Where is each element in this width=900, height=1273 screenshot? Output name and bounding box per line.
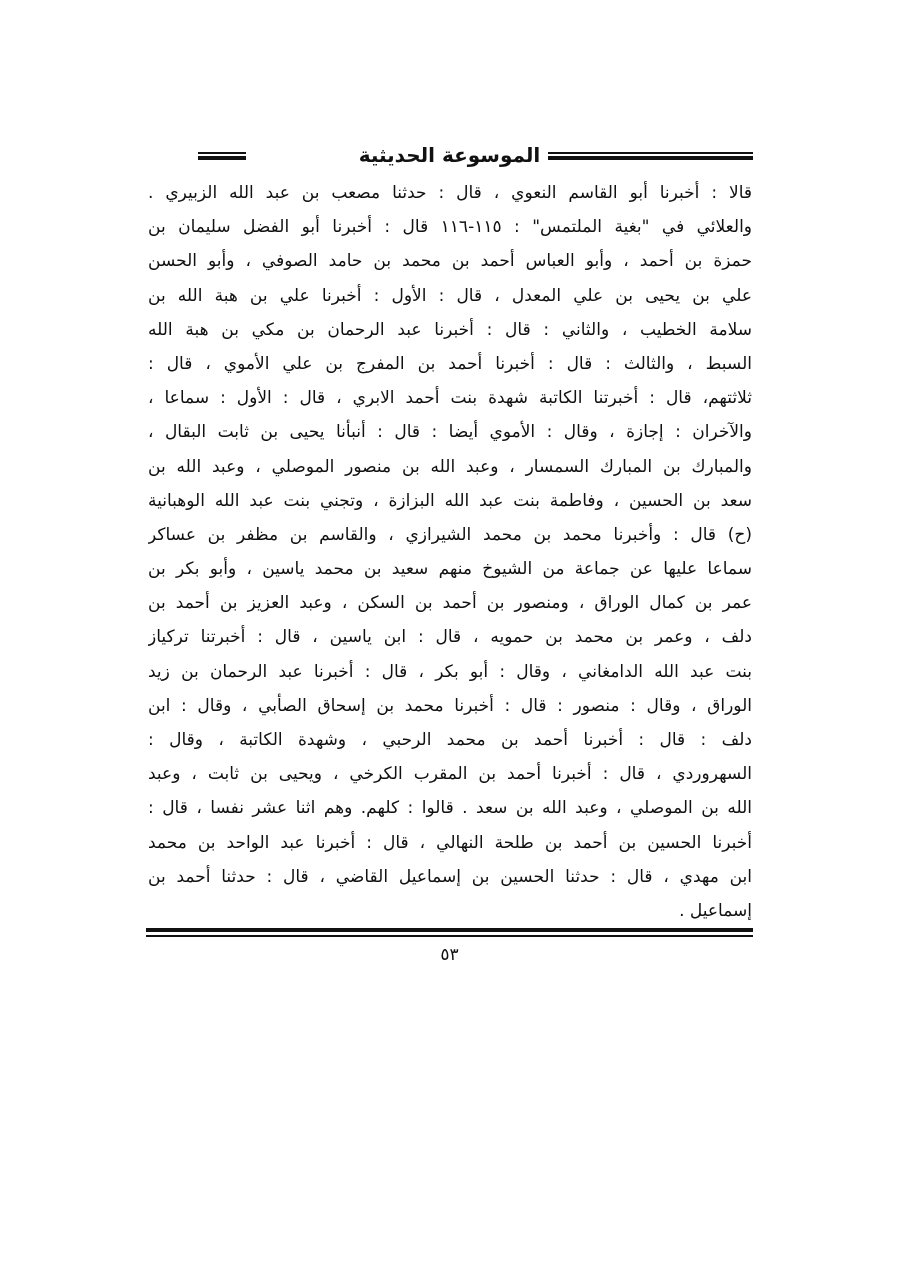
text-line: السبط ، والثالث : قال : أخبرنا أحمد بن المفرج بن علي الأموي ، قال : <box>148 353 752 374</box>
text-line: الوراق ، وقال : منصور : قال : أخبرنا محمد بن إسحاق الصأبي ، وقال : ابن <box>148 695 752 716</box>
page-header <box>146 140 753 174</box>
main-text <box>148 176 752 928</box>
text-line: (ح) قال : وأخبرنا محمد بن محمد الشيرازي ، والقاسم بن مظفر بن عساكر <box>148 524 752 545</box>
header-title: الموسوعة الحديثية <box>351 143 549 167</box>
text-line: ابن مهدي ، قال : حدثنا الحسين بن إسماعيل القاضي ، قال : حدثنا أحمد بن <box>148 866 752 887</box>
text-line: دلف ، وعمر بن محمد بن حمويه ، قال : ابن ياسين ، قال : أخبرتنا تركياز <box>148 627 752 648</box>
text-line: والآخران : إجازة ، وقال : الأموي أيضا : قال : أنبأنا يحيى بن ثابت البقال ، <box>148 422 752 443</box>
text-line: سلامة الخطيب ، والثاني : قال : أخبرنا عبد الرحمان بن مكي بن هبة الله <box>148 319 752 340</box>
text-line: السهروردي ، قال : أخبرنا أحمد بن المقرب الكرخي ، ويحيى بن ثابت ، وعبد <box>148 764 752 785</box>
text-line: حمزة بن أحمد ، وأبو العباس أحمد بن محمد بن حامد الصوفي ، وأبو الحسن <box>148 251 752 272</box>
text-line: أخبرنا الحسين بن أحمد بن طلحة النهالي ، قال : أخبرنا عبد الواحد بن محمد <box>148 832 752 853</box>
footer-rule <box>146 928 753 937</box>
header-title-wrap <box>146 140 753 170</box>
text-line: إسماعيل . <box>679 900 752 921</box>
text-line: ثلاثتهم، قال : أخبرتنا الكاتبة شهدة بنت أحمد الابري ، قال : الأول : سماعا ، <box>148 388 752 409</box>
text-line: دلف : قال : أخبرنا أحمد بن محمد الرحبي ، وشهدة الكاتبة ، وقال : <box>148 730 752 750</box>
text-line: قالا : أخبرنا أبو القاسم النعوي ، قال : حدثنا مصعب بن عبد الله الزبيري . <box>148 183 752 203</box>
text-line: عمر بن كمال الوراق ، ومنصور بن أحمد بن السكن ، وعبد العزيز بن أحمد بن <box>148 593 752 614</box>
text-line: والعلائي في "بغية الملتمس" : ١١٥-١١٦ قال : أخبرنا أبو الفضل سليمان بن <box>148 217 752 238</box>
text-line: الله بن الموصلي ، وعبد الله بن سعد . قالوا : كلهم. وهم اثنا عشر نفسا ، قال : <box>148 798 752 819</box>
text-line: والمبارك بن المبارك السمسار ، وعبد الله بن منصور الموصلي ، وعبد الله بن <box>148 456 752 477</box>
text-line: سماعا عليها عن جماعة من الشيوخ منهم سعيد بن محمد ياسين ، وأبو بكر بن <box>148 559 752 580</box>
text-line: سعد بن الحسين ، وفاطمة بنت عبد الله البزازة ، وتجني بنت عبد الله الوهبانية <box>148 490 752 511</box>
page-number: ٥٣ <box>440 945 459 965</box>
text-line: علي بن يحيى بن علي المعدل ، قال : الأول : أخبرنا علي بن هبة الله بن <box>148 285 752 306</box>
text-line: بنت عبد الله الدامغاني ، وقال : أبو بكر ، قال : أخبرنا عبد الرحمان بن زيد <box>148 661 752 682</box>
